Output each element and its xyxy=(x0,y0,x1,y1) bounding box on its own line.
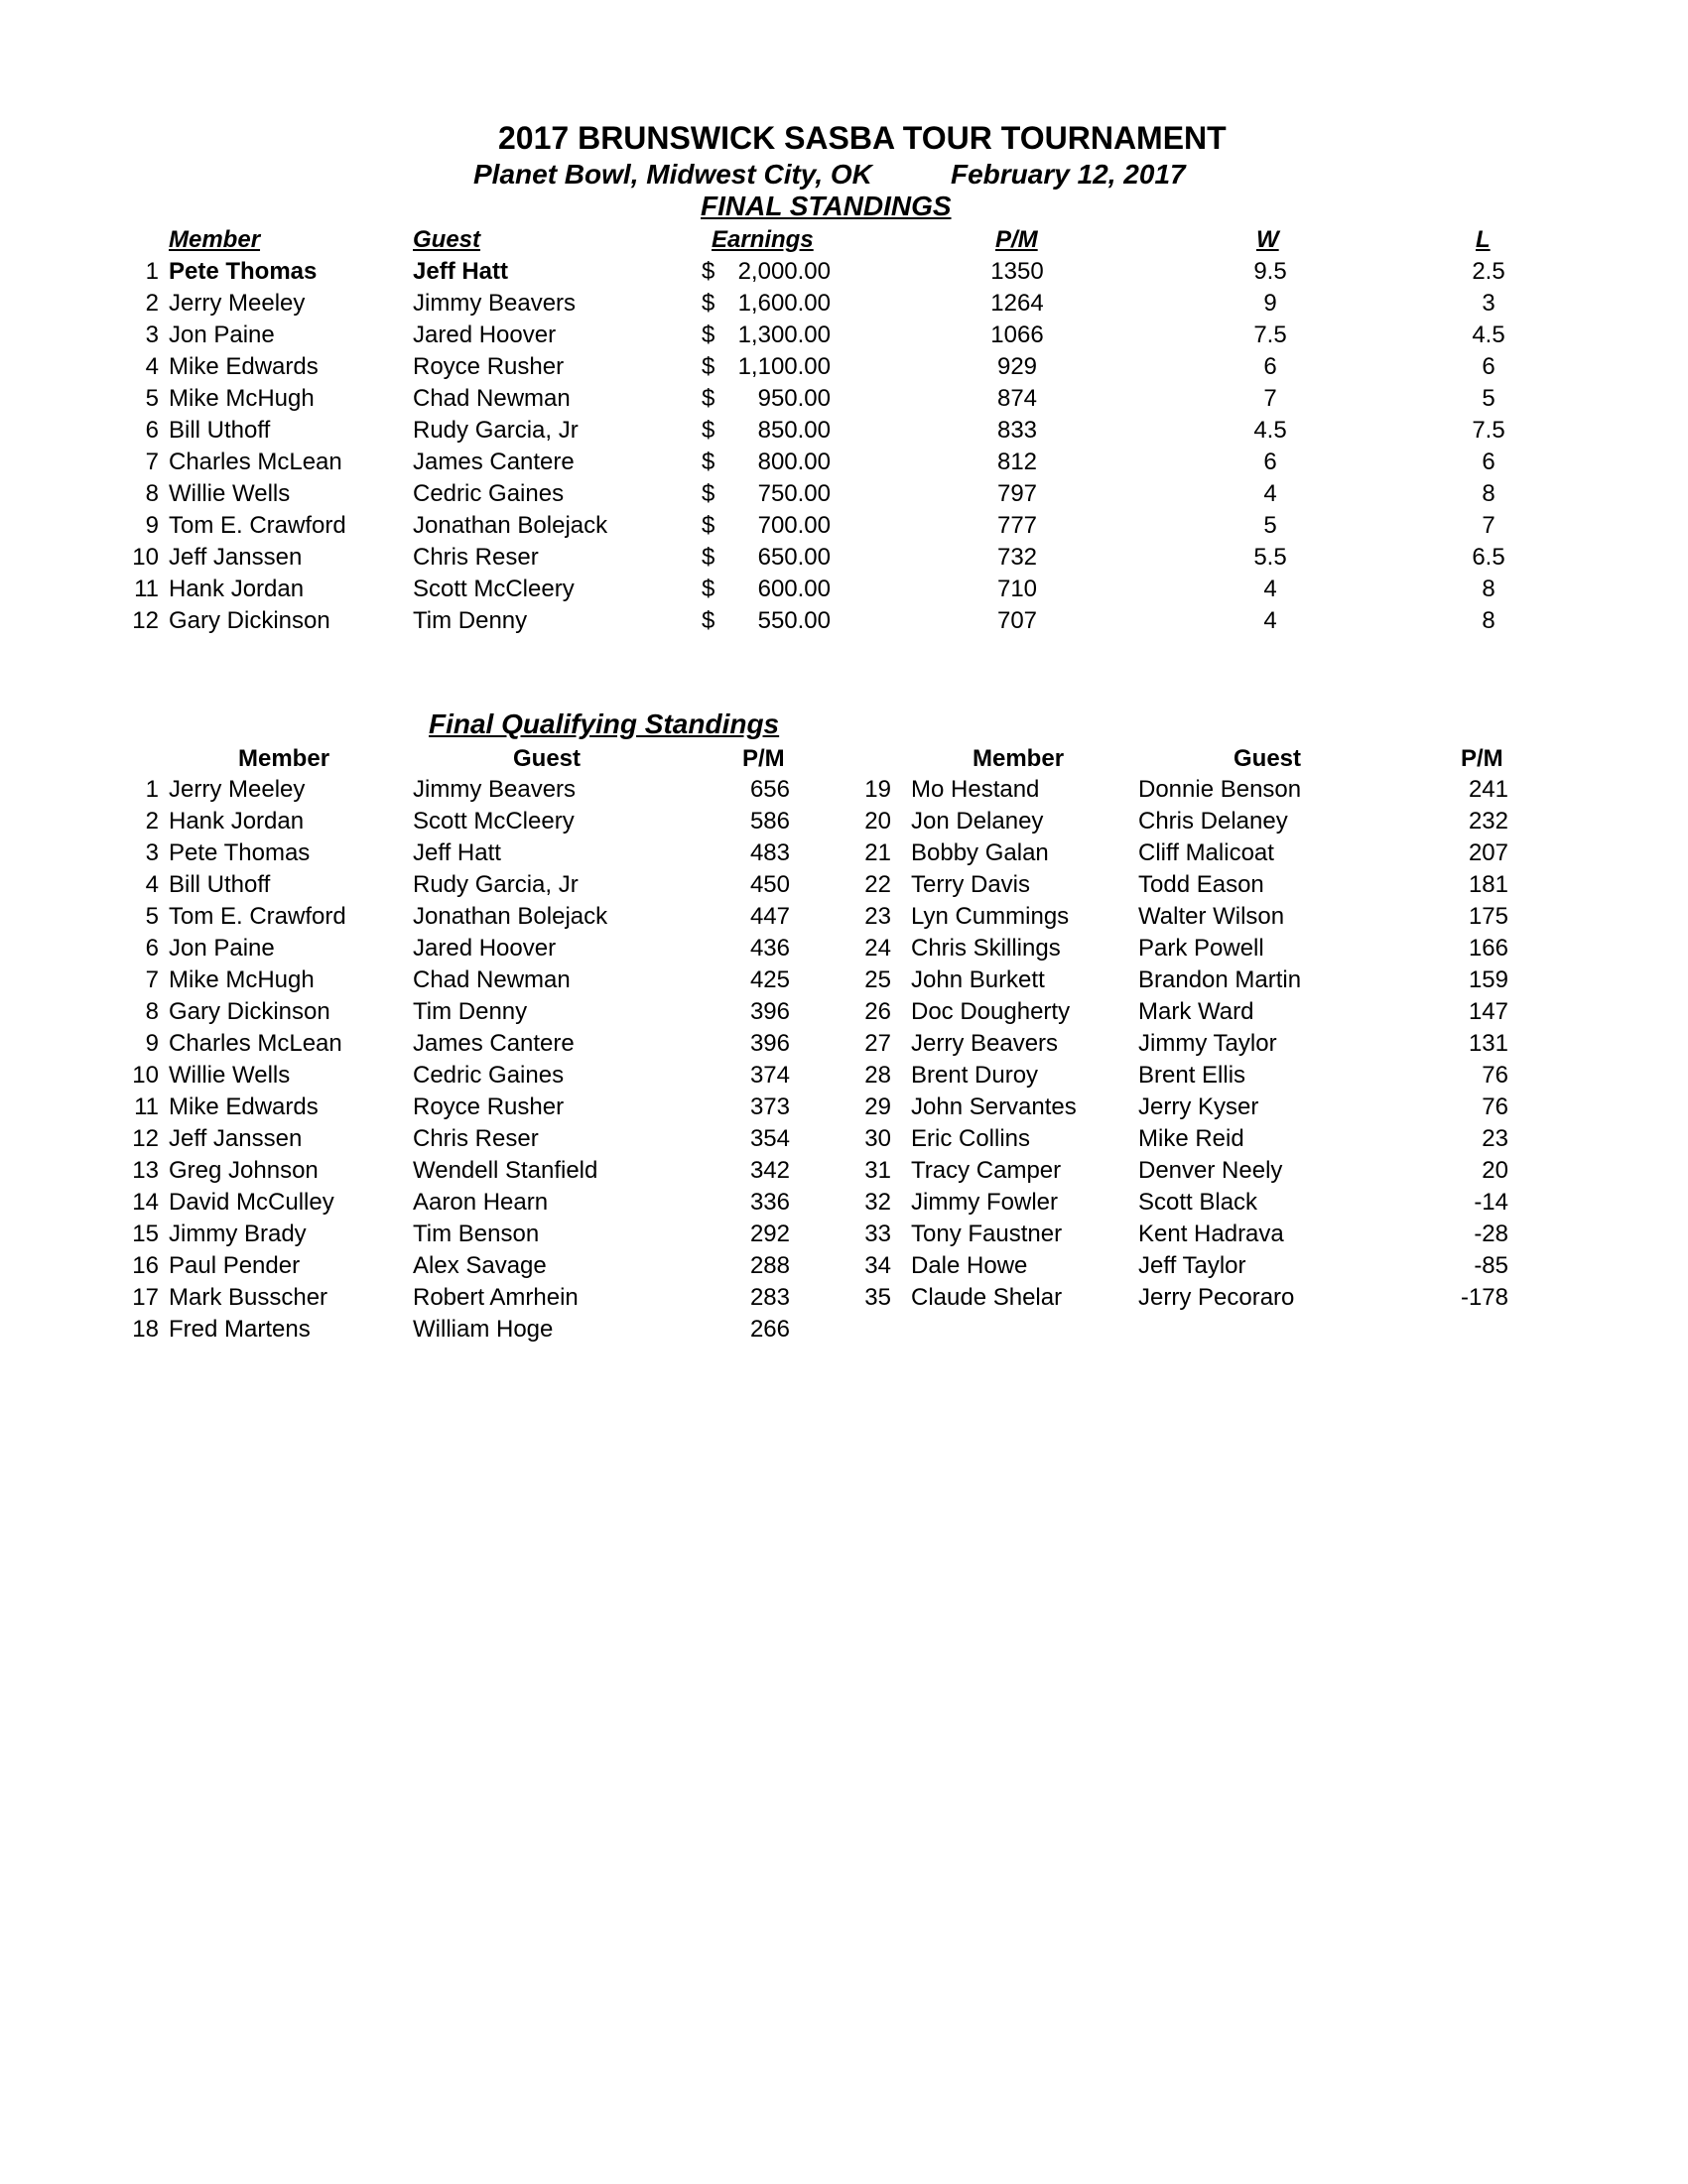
rank-cell: 3 xyxy=(145,321,159,348)
guest-cell: Cedric Gaines xyxy=(413,480,565,507)
rank-cell: 32 xyxy=(864,1189,891,1216)
w-cell: 9 xyxy=(1263,290,1277,317)
member-cell: Willie Wells xyxy=(169,480,291,507)
earnings-cell: 600.00 xyxy=(757,576,831,602)
w-cell: 6 xyxy=(1263,449,1277,475)
guest-cell: Cedric Gaines xyxy=(413,1062,565,1089)
member-cell: Charles McLean xyxy=(169,1030,342,1057)
rank-cell: 13 xyxy=(132,1157,159,1184)
fs-col-earnings: Earnings xyxy=(712,226,814,253)
pm-cell: 131 xyxy=(1468,1030,1508,1057)
pm-cell: 181 xyxy=(1468,871,1508,898)
pm-cell: 354 xyxy=(749,1125,790,1152)
guest-cell: Rudy Garcia, Jr xyxy=(413,417,579,444)
fs-col-l: L xyxy=(1476,226,1491,253)
guest-cell: Donnie Benson xyxy=(1138,776,1302,803)
guest-cell: Aaron Hearn xyxy=(413,1189,549,1216)
member-cell: Mike McHugh xyxy=(169,385,315,412)
rank-cell: 12 xyxy=(132,1125,159,1152)
rank-cell: 23 xyxy=(864,903,891,930)
w-cell: 4 xyxy=(1263,607,1277,634)
earnings-cell: 750.00 xyxy=(757,480,831,507)
pm-cell: 710 xyxy=(996,576,1038,602)
earnings-cell: 1,100.00 xyxy=(737,353,831,380)
pm-cell: 266 xyxy=(749,1316,790,1343)
l-cell: 7 xyxy=(1482,512,1495,539)
member-cell: Jimmy Fowler xyxy=(911,1189,1058,1216)
currency-symbol: $ xyxy=(702,353,715,380)
member-cell: Fred Martens xyxy=(169,1316,311,1343)
final-standings-row xyxy=(0,480,1495,512)
rank-cell: 16 xyxy=(132,1252,159,1279)
pm-cell: 76 xyxy=(1482,1062,1508,1089)
pm-cell: 374 xyxy=(749,1062,790,1089)
guest-cell: Cliff Malicoat xyxy=(1138,839,1274,866)
l-cell: 3 xyxy=(1482,290,1495,317)
guest-cell: Rudy Garcia, Jr xyxy=(413,871,579,898)
guest-cell: Robert Amrhein xyxy=(413,1284,579,1311)
guest-cell: Jimmy Beavers xyxy=(413,290,577,317)
member-cell: Bill Uthoff xyxy=(169,871,271,898)
earnings-cell: 950.00 xyxy=(757,385,831,412)
pm-cell: 586 xyxy=(749,808,790,835)
q-right-col-member: Member xyxy=(973,745,1065,772)
member-cell: David McCulley xyxy=(169,1189,334,1216)
guest-cell: Wendell Stanfield xyxy=(413,1157,598,1184)
member-cell: Mo Hestand xyxy=(911,776,1040,803)
guest-cell: Denver Neely xyxy=(1138,1157,1283,1184)
member-cell: Jeff Janssen xyxy=(169,1125,303,1152)
q-left-col-member: Member xyxy=(238,745,330,772)
q-right-col-guest: Guest xyxy=(1234,745,1302,772)
pm-cell: 396 xyxy=(749,1030,790,1057)
guest-cell: Brent Ellis xyxy=(1138,1062,1246,1089)
rank-cell: 19 xyxy=(864,776,891,803)
w-cell: 4 xyxy=(1263,480,1277,507)
currency-symbol: $ xyxy=(702,290,715,317)
pm-cell: 929 xyxy=(996,353,1038,380)
pm-cell: 1264 xyxy=(990,290,1044,317)
rank-cell: 8 xyxy=(145,480,159,507)
currency-symbol: $ xyxy=(702,258,715,285)
pm-cell: -85 xyxy=(1474,1252,1508,1279)
pm-cell: 732 xyxy=(996,544,1038,571)
pm-cell: 159 xyxy=(1468,966,1508,993)
member-cell: Jimmy Brady xyxy=(169,1220,307,1247)
guest-cell: Scott Black xyxy=(1138,1189,1258,1216)
pm-cell: 336 xyxy=(749,1189,790,1216)
l-cell: 6 xyxy=(1482,353,1495,380)
pm-cell: 207 xyxy=(1468,839,1508,866)
rank-cell: 18 xyxy=(132,1316,159,1343)
pm-cell: 656 xyxy=(749,776,790,803)
member-cell: Tony Faustner xyxy=(911,1220,1063,1247)
member-cell: Gary Dickinson xyxy=(169,998,330,1025)
pm-cell: 483 xyxy=(749,839,790,866)
pm-cell: 292 xyxy=(749,1220,790,1247)
venue-line: Planet Bowl, Midwest City, OK xyxy=(473,159,872,190)
currency-symbol: $ xyxy=(702,449,715,475)
pm-cell: 1350 xyxy=(990,258,1044,285)
rank-cell: 1 xyxy=(145,776,159,803)
rank-cell: 5 xyxy=(145,903,159,930)
member-cell: Chris Skillings xyxy=(911,935,1061,962)
guest-cell: James Cantere xyxy=(413,449,575,475)
l-cell: 6 xyxy=(1482,449,1495,475)
rank-cell: 26 xyxy=(864,998,891,1025)
rank-cell: 11 xyxy=(134,1093,159,1120)
fs-col-member: Member xyxy=(169,226,261,253)
earnings-cell: 1,300.00 xyxy=(737,321,831,348)
currency-symbol: $ xyxy=(702,544,715,571)
member-cell: Jon Paine xyxy=(169,935,275,962)
pm-cell: 147 xyxy=(1468,998,1508,1025)
member-cell: Jon Paine xyxy=(169,321,275,348)
earnings-cell: 850.00 xyxy=(757,417,831,444)
member-cell: Jeff Janssen xyxy=(169,544,303,571)
guest-cell: Jerry Pecoraro xyxy=(1138,1284,1295,1311)
rank-cell: 35 xyxy=(864,1284,891,1311)
l-cell: 8 xyxy=(1482,607,1495,634)
pm-cell: 342 xyxy=(749,1157,790,1184)
guest-cell: Jeff Hatt xyxy=(413,258,509,285)
final-standings-row xyxy=(0,449,1495,480)
rank-cell: 2 xyxy=(145,290,159,317)
currency-symbol: $ xyxy=(702,512,715,539)
pm-cell: -178 xyxy=(1460,1284,1508,1311)
member-cell: Tracy Camper xyxy=(911,1157,1062,1184)
w-cell: 4.5 xyxy=(1253,417,1287,444)
w-cell: 9.5 xyxy=(1253,258,1287,285)
rank-cell: 21 xyxy=(864,839,891,866)
guest-cell: Chad Newman xyxy=(413,966,571,993)
earnings-cell: 700.00 xyxy=(757,512,831,539)
final-standings-row xyxy=(0,576,1495,607)
member-cell: Bobby Galan xyxy=(911,839,1049,866)
pm-cell: 447 xyxy=(749,903,790,930)
rank-cell: 25 xyxy=(864,966,891,993)
l-cell: 5 xyxy=(1482,385,1495,412)
member-cell: Lyn Cummings xyxy=(911,903,1070,930)
member-cell: Jerry Meeley xyxy=(169,776,306,803)
guest-cell: Jimmy Beavers xyxy=(413,776,577,803)
member-cell: Pete Thomas xyxy=(169,839,311,866)
guest-cell: Jimmy Taylor xyxy=(1138,1030,1277,1057)
rank-cell: 34 xyxy=(864,1252,891,1279)
qualifying-heading: Final Qualifying Standings xyxy=(429,708,780,739)
pm-cell: 175 xyxy=(1468,903,1508,930)
guest-cell: Chris Reser xyxy=(413,1125,539,1152)
guest-cell: Jonathan Bolejack xyxy=(413,512,608,539)
pm-cell: 23 xyxy=(1482,1125,1508,1152)
pm-cell: 232 xyxy=(1468,808,1508,835)
rank-cell: 10 xyxy=(132,544,159,571)
rank-cell: 10 xyxy=(132,1062,159,1089)
event-date: February 12, 2017 xyxy=(951,159,1186,190)
guest-cell: Jeff Hatt xyxy=(413,839,501,866)
member-cell: Mike Edwards xyxy=(169,1093,319,1120)
member-cell: Charles McLean xyxy=(169,449,342,475)
member-cell: Claude Shelar xyxy=(911,1284,1063,1311)
rank-cell: 11 xyxy=(134,576,159,602)
guest-cell: Royce Rusher xyxy=(413,353,565,380)
member-cell: Tom E. Crawford xyxy=(169,512,346,539)
rank-cell: 9 xyxy=(145,512,159,539)
w-cell: 5 xyxy=(1263,512,1277,539)
pm-cell: 166 xyxy=(1468,935,1508,962)
member-cell: Mike McHugh xyxy=(169,966,315,993)
guest-cell: Jonathan Bolejack xyxy=(413,903,608,930)
member-cell: Doc Dougherty xyxy=(911,998,1071,1025)
rank-cell: 24 xyxy=(864,935,891,962)
l-cell: 2.5 xyxy=(1472,258,1505,285)
guest-cell: Chad Newman xyxy=(413,385,571,412)
pm-cell: -28 xyxy=(1474,1220,1508,1247)
rank-cell: 22 xyxy=(864,871,891,898)
pm-cell: 20 xyxy=(1482,1157,1508,1184)
currency-symbol: $ xyxy=(702,417,715,444)
pm-cell: 833 xyxy=(996,417,1038,444)
member-cell: Jon Delaney xyxy=(911,808,1044,835)
guest-cell: Royce Rusher xyxy=(413,1093,565,1120)
final-standings-row xyxy=(0,321,1505,353)
rank-cell: 30 xyxy=(864,1125,891,1152)
member-cell: Paul Pender xyxy=(169,1252,301,1279)
pm-cell: 797 xyxy=(996,480,1038,507)
pm-cell: 450 xyxy=(749,871,790,898)
final-standings-row xyxy=(0,290,1495,321)
guest-cell: Tim Benson xyxy=(413,1220,540,1247)
rank-cell: 6 xyxy=(145,417,159,444)
rank-cell: 3 xyxy=(145,839,159,866)
guest-cell: Jared Hoover xyxy=(413,321,557,348)
pm-cell: 707 xyxy=(996,607,1038,634)
member-cell: Jerry Meeley xyxy=(169,290,306,317)
rank-cell: 4 xyxy=(145,353,159,380)
earnings-cell: 550.00 xyxy=(757,607,831,634)
guest-cell: Walter Wilson xyxy=(1138,903,1285,930)
rank-cell: 7 xyxy=(145,966,159,993)
rank-cell: 28 xyxy=(864,1062,891,1089)
guest-cell: Alex Savage xyxy=(413,1252,547,1279)
final-standings-heading: FINAL STANDINGS xyxy=(701,191,952,221)
rank-cell: 20 xyxy=(864,808,891,835)
rank-cell: 6 xyxy=(145,935,159,962)
guest-cell: Park Powell xyxy=(1138,935,1264,962)
guest-cell: Jared Hoover xyxy=(413,935,557,962)
page-title: 2017 BRUNSWICK SASBA TOUR TOURNAMENT xyxy=(498,120,1227,156)
member-cell: John Servantes xyxy=(911,1093,1077,1120)
rank-cell: 4 xyxy=(145,871,159,898)
guest-cell: James Cantere xyxy=(413,1030,575,1057)
pm-cell: 283 xyxy=(749,1284,790,1311)
member-cell: Greg Johnson xyxy=(169,1157,319,1184)
guest-cell: Brandon Martin xyxy=(1138,966,1302,993)
rank-cell: 2 xyxy=(145,808,159,835)
member-cell: Bill Uthoff xyxy=(169,417,271,444)
member-cell: Gary Dickinson xyxy=(169,607,330,634)
pm-cell: 812 xyxy=(996,449,1038,475)
guest-cell: Jerry Kyser xyxy=(1138,1093,1259,1120)
fs-col-w: W xyxy=(1256,226,1279,253)
member-cell: Jerry Beavers xyxy=(911,1030,1059,1057)
member-cell: Brent Duroy xyxy=(911,1062,1039,1089)
member-cell: Pete Thomas xyxy=(169,258,318,285)
currency-symbol: $ xyxy=(702,576,715,602)
l-cell: 8 xyxy=(1482,480,1495,507)
rank-cell: 8 xyxy=(145,998,159,1025)
final-standings-row xyxy=(0,512,1495,544)
rank-cell: 7 xyxy=(145,449,159,475)
qualifying-row xyxy=(0,1316,790,1348)
guest-cell: Scott McCleery xyxy=(413,576,575,602)
guest-cell: Jeff Taylor xyxy=(1138,1252,1246,1279)
guest-cell: Todd Eason xyxy=(1138,871,1264,898)
l-cell: 4.5 xyxy=(1472,321,1505,348)
earnings-cell: 1,600.00 xyxy=(737,290,831,317)
earnings-cell: 800.00 xyxy=(757,449,831,475)
rank-cell: 17 xyxy=(132,1284,159,1311)
rank-cell: 15 xyxy=(132,1220,159,1247)
pm-cell: 76 xyxy=(1482,1093,1508,1120)
final-standings-row xyxy=(0,607,1495,639)
pm-cell: 425 xyxy=(749,966,790,993)
guest-cell: Scott McCleery xyxy=(413,808,575,835)
rank-cell: 31 xyxy=(864,1157,891,1184)
member-cell: John Burkett xyxy=(911,966,1045,993)
q-left-col-guest: Guest xyxy=(513,745,582,772)
final-standings-row xyxy=(0,353,1495,385)
guest-cell: Mike Reid xyxy=(1138,1125,1244,1152)
member-cell: Eric Collins xyxy=(911,1125,1031,1152)
fs-col-pm: P/M xyxy=(995,226,1038,253)
pm-cell: 288 xyxy=(749,1252,790,1279)
member-cell: Mark Busscher xyxy=(169,1284,328,1311)
l-cell: 7.5 xyxy=(1472,417,1505,444)
member-cell: Mike Edwards xyxy=(169,353,319,380)
rank-cell: 14 xyxy=(132,1189,159,1216)
final-standings-row xyxy=(0,544,1505,576)
q-left-col-pm: P/M xyxy=(742,745,785,772)
guest-cell: William Hoge xyxy=(413,1316,554,1343)
member-cell: Willie Wells xyxy=(169,1062,291,1089)
earnings-cell: 2,000.00 xyxy=(737,258,831,285)
final-standings-row xyxy=(0,385,1495,417)
member-cell: Terry Davis xyxy=(911,871,1031,898)
pm-cell: 436 xyxy=(749,935,790,962)
rank-cell: 1 xyxy=(145,258,159,285)
w-cell: 5.5 xyxy=(1253,544,1287,571)
rank-cell: 29 xyxy=(864,1093,891,1120)
guest-cell: Mark Ward xyxy=(1138,998,1254,1025)
member-cell: Hank Jordan xyxy=(169,576,305,602)
guest-cell: Kent Hadrava xyxy=(1138,1220,1284,1247)
w-cell: 6 xyxy=(1263,353,1277,380)
final-standings-row xyxy=(0,417,1505,449)
pm-cell: 396 xyxy=(749,998,790,1025)
currency-symbol: $ xyxy=(702,385,715,412)
guest-cell: Tim Denny xyxy=(413,607,528,634)
l-cell: 6.5 xyxy=(1472,544,1505,571)
w-cell: 4 xyxy=(1263,576,1277,602)
member-cell: Tom E. Crawford xyxy=(169,903,346,930)
member-cell: Dale Howe xyxy=(911,1252,1028,1279)
rank-cell: 12 xyxy=(132,607,159,634)
guest-cell: Chris Reser xyxy=(413,544,539,571)
pm-cell: -14 xyxy=(1474,1189,1508,1216)
l-cell: 8 xyxy=(1482,576,1495,602)
member-cell: Hank Jordan xyxy=(169,808,305,835)
pm-cell: 1066 xyxy=(990,321,1044,348)
pm-cell: 373 xyxy=(749,1093,790,1120)
currency-symbol: $ xyxy=(702,321,715,348)
guest-cell: Chris Delaney xyxy=(1138,808,1288,835)
pm-cell: 874 xyxy=(996,385,1038,412)
rank-cell: 5 xyxy=(145,385,159,412)
pm-cell: 241 xyxy=(1468,776,1508,803)
final-standings-row xyxy=(0,258,1505,290)
w-cell: 7.5 xyxy=(1253,321,1287,348)
rank-cell: 27 xyxy=(864,1030,891,1057)
pm-cell: 777 xyxy=(996,512,1038,539)
w-cell: 7 xyxy=(1263,385,1277,412)
q-right-col-pm: P/M xyxy=(1461,745,1503,772)
fs-col-guest: Guest xyxy=(413,226,481,253)
guest-cell: Tim Denny xyxy=(413,998,528,1025)
rank-cell: 33 xyxy=(864,1220,891,1247)
currency-symbol: $ xyxy=(702,480,715,507)
earnings-cell: 650.00 xyxy=(757,544,831,571)
rank-cell: 9 xyxy=(145,1030,159,1057)
currency-symbol: $ xyxy=(702,607,715,634)
